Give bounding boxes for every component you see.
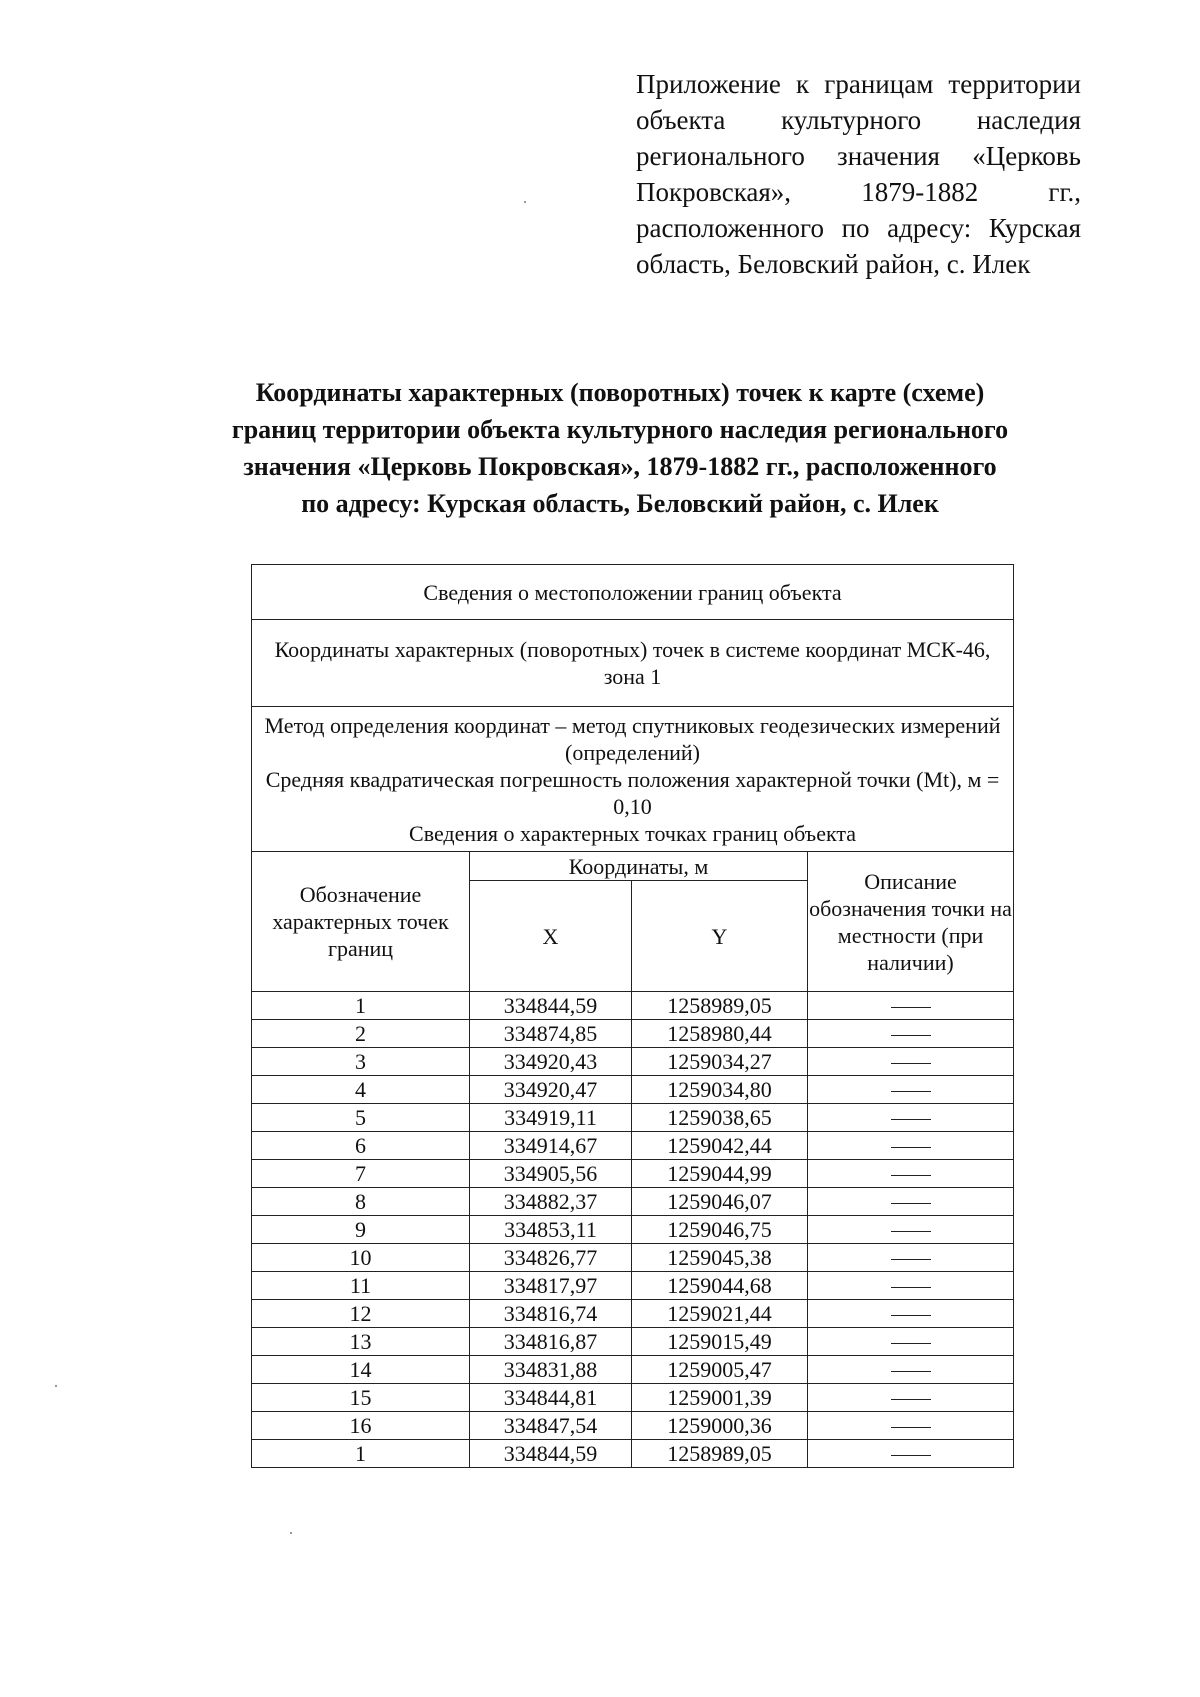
coord-x: 334844,59 bbox=[470, 992, 632, 1020]
point-number: 1 bbox=[252, 1440, 470, 1468]
coord-y: 1259046,07 bbox=[632, 1188, 808, 1216]
coord-y: 1259038,65 bbox=[632, 1104, 808, 1132]
point-number: 4 bbox=[252, 1076, 470, 1104]
coord-x: 334853,11 bbox=[470, 1216, 632, 1244]
dash-mark bbox=[891, 1091, 931, 1092]
accuracy-text: Средняя квадратическая погрешность положения характерной точки (Mt), м = 0,10 bbox=[265, 766, 1000, 819]
description-cell bbox=[808, 1384, 1014, 1412]
coord-y: 1259015,49 bbox=[632, 1328, 808, 1356]
table-row bbox=[252, 992, 1014, 1020]
point-number: 13 bbox=[252, 1328, 470, 1356]
coordinate-system: Координаты характерных (поворотных) точек в системе координат МСК-46, зона 1 bbox=[252, 620, 1014, 707]
title-line: значения «Церковь Покровская», 1879-1882 гг., расположенного bbox=[243, 452, 997, 481]
coord-y: 1259000,36 bbox=[632, 1412, 808, 1440]
table-row bbox=[252, 1412, 1014, 1440]
document-title bbox=[190, 374, 1050, 522]
table-row bbox=[252, 1020, 1014, 1048]
coord-x: 334831,88 bbox=[470, 1356, 632, 1384]
dash-mark bbox=[891, 1455, 931, 1456]
dash-mark bbox=[891, 1175, 931, 1176]
col-header-points: Обозначение характерных точек границ bbox=[252, 852, 470, 992]
point-number: 3 bbox=[252, 1048, 470, 1076]
col-header-y: Y bbox=[632, 881, 808, 992]
method-info bbox=[252, 707, 1014, 852]
table-row bbox=[252, 1300, 1014, 1328]
point-number: 9 bbox=[252, 1216, 470, 1244]
point-number: 2 bbox=[252, 1020, 470, 1048]
description-cell bbox=[808, 1160, 1014, 1188]
dash-mark bbox=[891, 1315, 931, 1316]
coord-y: 1259044,68 bbox=[632, 1272, 808, 1300]
coord-y: 1259045,38 bbox=[632, 1244, 808, 1272]
coord-y: 1259001,39 bbox=[632, 1384, 808, 1412]
point-number: 1 bbox=[252, 992, 470, 1020]
table-row bbox=[252, 1328, 1014, 1356]
coord-x: 334905,56 bbox=[470, 1160, 632, 1188]
dash-mark bbox=[891, 1259, 931, 1260]
coord-y: 1258989,05 bbox=[632, 1440, 808, 1468]
coord-x: 334882,37 bbox=[470, 1188, 632, 1216]
scan-speck bbox=[55, 1385, 57, 1387]
section-header: Сведения о местоположении границ объекта bbox=[252, 565, 1014, 620]
dash-mark bbox=[891, 1343, 931, 1344]
scan-speck bbox=[524, 201, 526, 203]
point-number: 15 bbox=[252, 1384, 470, 1412]
description-cell bbox=[808, 1020, 1014, 1048]
title-line: Координаты характерных (поворотных) точек к карте (схеме) bbox=[255, 378, 985, 407]
description-cell bbox=[808, 1412, 1014, 1440]
title-line: границ территории объекта культурного наследия регионального bbox=[231, 415, 1009, 444]
method-text: Метод определения координат – метод спутниковых геодезических измерений (определений) bbox=[264, 712, 1001, 765]
coord-y: 1259042,44 bbox=[632, 1132, 808, 1160]
dash-mark bbox=[891, 1287, 931, 1288]
description-cell bbox=[808, 1104, 1014, 1132]
coord-x: 334844,59 bbox=[470, 1440, 632, 1468]
dash-mark bbox=[891, 1119, 931, 1120]
table-row bbox=[252, 1048, 1014, 1076]
coord-x: 334816,74 bbox=[470, 1300, 632, 1328]
col-header-coords: Координаты, м bbox=[470, 852, 808, 881]
description-cell bbox=[808, 1132, 1014, 1160]
coord-y: 1259034,80 bbox=[632, 1076, 808, 1104]
table-row bbox=[252, 1384, 1014, 1412]
coord-x: 334920,43 bbox=[470, 1048, 632, 1076]
coord-y: 1259005,47 bbox=[632, 1356, 808, 1384]
point-number: 10 bbox=[252, 1244, 470, 1272]
point-number: 8 bbox=[252, 1188, 470, 1216]
coord-y: 1259021,44 bbox=[632, 1300, 808, 1328]
point-number: 7 bbox=[252, 1160, 470, 1188]
table-row bbox=[252, 1216, 1014, 1244]
dash-mark bbox=[891, 1371, 931, 1372]
coord-x: 334816,87 bbox=[470, 1328, 632, 1356]
dash-mark bbox=[891, 1147, 931, 1148]
coord-x: 334847,54 bbox=[470, 1412, 632, 1440]
table-row bbox=[252, 1272, 1014, 1300]
dash-mark bbox=[891, 1203, 931, 1204]
point-number: 12 bbox=[252, 1300, 470, 1328]
point-number: 11 bbox=[252, 1272, 470, 1300]
coord-y: 1259034,27 bbox=[632, 1048, 808, 1076]
description-cell bbox=[808, 1328, 1014, 1356]
dash-mark bbox=[891, 1231, 931, 1232]
description-cell bbox=[808, 1244, 1014, 1272]
description-cell bbox=[808, 1272, 1014, 1300]
table-row bbox=[252, 1076, 1014, 1104]
coordinates-table bbox=[251, 564, 1014, 1468]
dash-mark bbox=[891, 1063, 931, 1064]
table-row bbox=[252, 1244, 1014, 1272]
points-caption: Сведения о характерных точках границ объекта bbox=[409, 820, 856, 846]
coord-y: 1259044,99 bbox=[632, 1160, 808, 1188]
dash-mark bbox=[891, 1007, 931, 1008]
description-cell bbox=[808, 1188, 1014, 1216]
dash-mark bbox=[891, 1399, 931, 1400]
description-cell bbox=[808, 1356, 1014, 1384]
coord-x: 334817,97 bbox=[470, 1272, 632, 1300]
coord-y: 1258980,44 bbox=[632, 1020, 808, 1048]
dash-mark bbox=[891, 1035, 931, 1036]
table-row bbox=[252, 1132, 1014, 1160]
point-number: 14 bbox=[252, 1356, 470, 1384]
table-row bbox=[252, 1440, 1014, 1468]
appendix-note: Приложение к границам территории объекта культурного наследия регионального значения «Церковь Покровская», 1879-1882 гг., расположенного по адресу: Курская область, Беловский район, с. Илек bbox=[636, 69, 1081, 279]
table-row bbox=[252, 1104, 1014, 1132]
table-row bbox=[252, 1188, 1014, 1216]
description-cell bbox=[808, 1440, 1014, 1468]
description-cell bbox=[808, 1300, 1014, 1328]
coord-x: 334844,81 bbox=[470, 1384, 632, 1412]
table-row bbox=[252, 1356, 1014, 1384]
point-number: 6 bbox=[252, 1132, 470, 1160]
coord-x: 334874,85 bbox=[470, 1020, 632, 1048]
description-cell bbox=[808, 1048, 1014, 1076]
coord-y: 1259046,75 bbox=[632, 1216, 808, 1244]
coord-x: 334914,67 bbox=[470, 1132, 632, 1160]
description-cell bbox=[808, 1216, 1014, 1244]
dash-mark bbox=[891, 1427, 931, 1428]
coord-x: 334920,47 bbox=[470, 1076, 632, 1104]
description-cell bbox=[808, 1076, 1014, 1104]
description-cell bbox=[808, 992, 1014, 1020]
table-row bbox=[252, 1160, 1014, 1188]
scan-speck bbox=[290, 1532, 292, 1534]
col-header-x: X bbox=[470, 881, 632, 992]
point-number: 16 bbox=[252, 1412, 470, 1440]
point-number: 5 bbox=[252, 1104, 470, 1132]
coord-y: 1258989,05 bbox=[632, 992, 808, 1020]
title-line: по адресу: Курская область, Беловский район, с. Илек bbox=[301, 489, 939, 518]
coord-x: 334919,11 bbox=[470, 1104, 632, 1132]
col-header-description: Описание обозначения точки на местности (при наличии) bbox=[808, 852, 1014, 992]
coord-x: 334826,77 bbox=[470, 1244, 632, 1272]
